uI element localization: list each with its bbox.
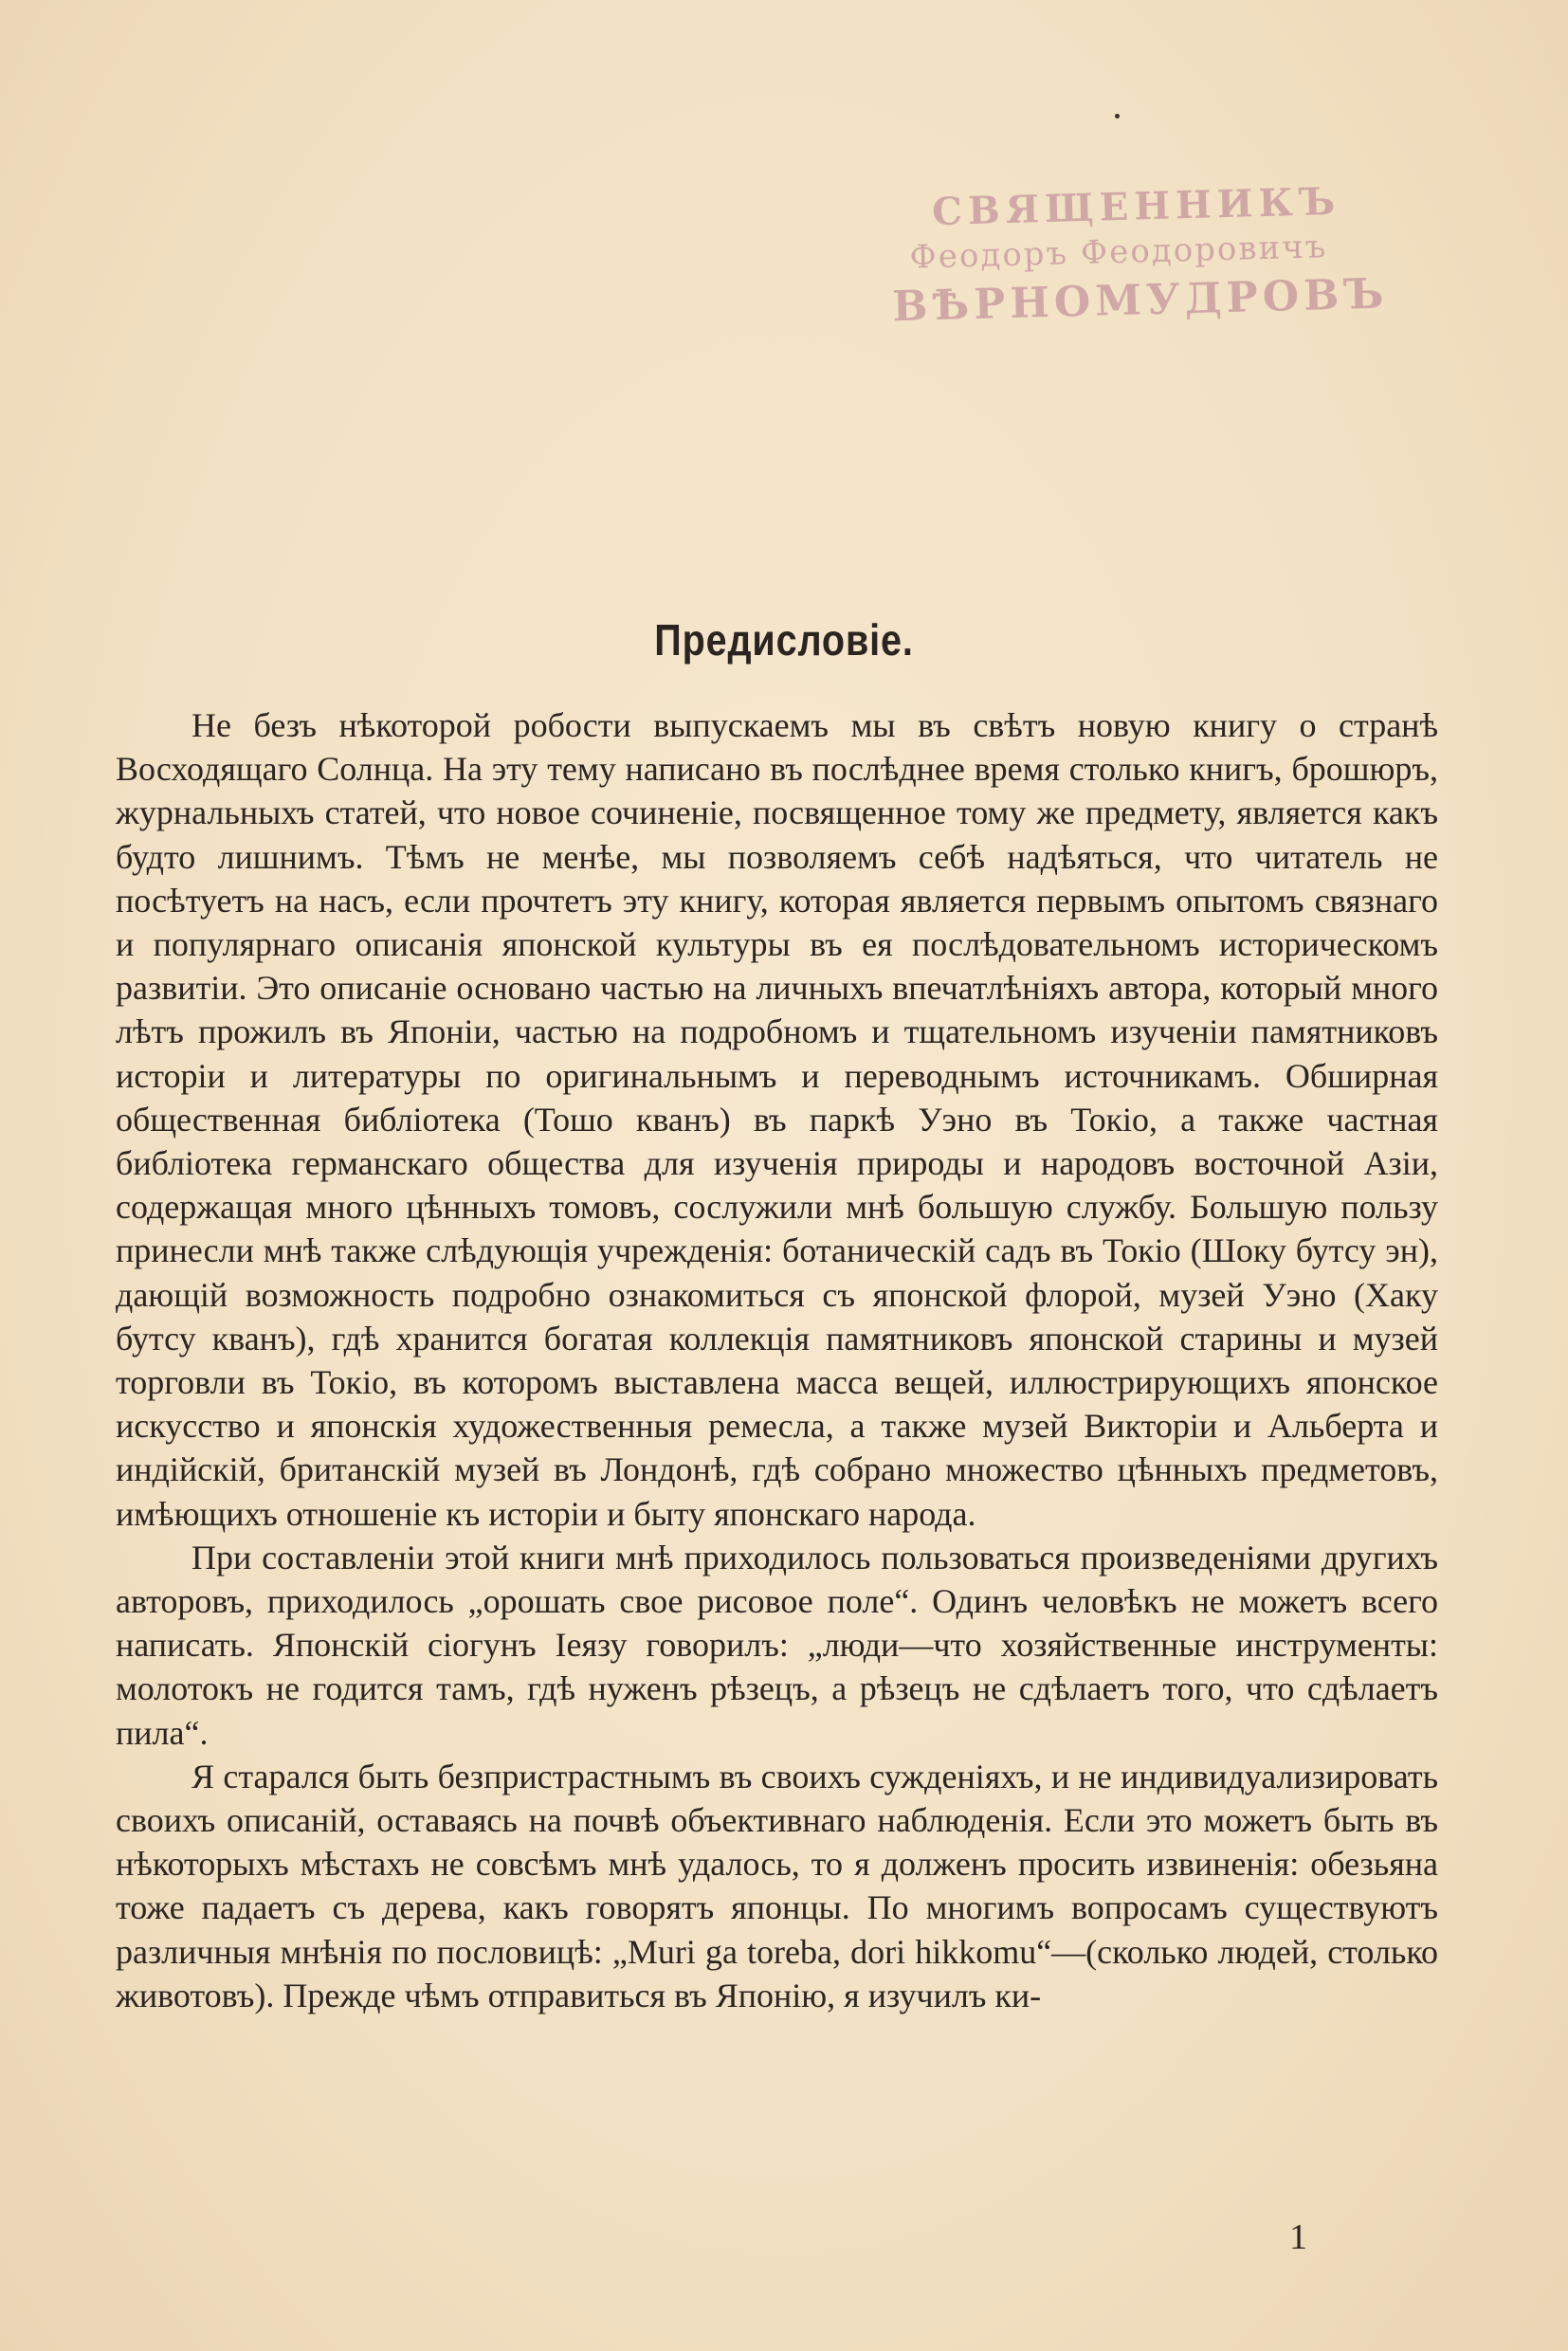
page-number: 1	[1289, 2217, 1307, 2257]
body-text	[116, 703, 1438, 2017]
stamp-line-3: ВѢРНОМУДРОВЪ	[891, 269, 1389, 332]
paragraph: Я старался быть безпристрастнымъ въ своихъ сужденіяхъ, и не индивидуализировать своихъ описаній, оставаясь на почвѣ объективнаго наблюденія. Если это можетъ быть въ нѣкоторыхъ мѣстахъ не совсѣмъ мнѣ удалось, то я долженъ просить извиненія: обезьяна тоже падаетъ съ дерева, какъ говорятъ японцы. По многимъ вопросамъ существуютъ различныя мнѣнія по пословицѣ: „Muri ga toreba, dori hikkomu“—(сколько людей, столько животовъ). Прежде чѣмъ отправиться въ Японію, я изучилъ ки-	[116, 1757, 1438, 2014]
stamp-line-2: Феодоръ Феодоровичъ	[909, 228, 1328, 277]
stamp-line-1: СВЯЩЕННИКЪ	[931, 178, 1341, 235]
ink-dot	[1115, 114, 1120, 118]
paragraph: При составленіи этой книги мнѣ приходилось пользоваться произведеніями другихъ авторовъ, приходилось „орошать свое рисовое поле“. Одинъ человѣкъ не можетъ всего написать. Японскій сіогунъ Іеязу говорилъ: „люди—что хозяйственные инструменты: молотокъ не годится тамъ, гдѣ нуженъ рѣзецъ, а рѣзецъ не сдѣлаетъ того, что сдѣлаетъ пила“.	[116, 1538, 1438, 1752]
page-title: Предисловіе.	[654, 615, 914, 665]
owner-stamp	[870, 178, 1389, 332]
paragraph: Не безъ нѣкоторой робости выпускаемъ мы въ свѣтъ новую книгу о странѣ Восходящаго Солнца. На эту тему написано въ послѣднее время столько книгъ, брошюръ, журнальныхъ статей, что новое сочиненіе, посвященное тому же предмету, является какъ будто лишнимъ. Тѣмъ не менѣе, мы позволяемъ себѣ надѣяться, что читатель не посѣтуетъ на насъ, если прочтетъ эту книгу, которая является первымъ опытомъ связнаго и популярнаго описанія японской культуры въ ея послѣдовательномъ историческомъ развитіи. Это описаніе основано частью на личныхъ впечатлѣніяхъ автора, который много лѣтъ прожилъ въ Японіи, частью на подробномъ и тщательномъ изученіи памятниковъ исторіи и литературы по оригинальнымъ и переводнымъ источникамъ. Обширная общественная библіотека (Тошо кванъ) въ паркѣ Уэно въ Токіо, а также частная библіотека германскаго общества для изученія природы и народовъ восточной Азіи, содержащая много цѣнныхъ томовъ, сослужили мнѣ большую службу. Большую пользу принесли мнѣ также слѣдующія учрежденія: ботаническій садъ въ Токіо (Шоку бутсу эн), дающій возможность подробно ознакомиться съ японской флорой, музей Уэно (Хаку бутсу кванъ), гдѣ хранится богатая коллекція памятниковъ японской старины и музей торговли въ Токіо, въ которомъ выставлена масса вещей, иллюстрирующихъ японское искусство и японскія художественныя ремесла, а также музей Викторіи и Альберта и индійскій, британскій музей въ Лондонѣ, гдѣ собрано множество цѣнныхъ предметовъ, имѣющихъ отношеніе къ исторіи и быту японскаго народа.	[116, 706, 1438, 1533]
